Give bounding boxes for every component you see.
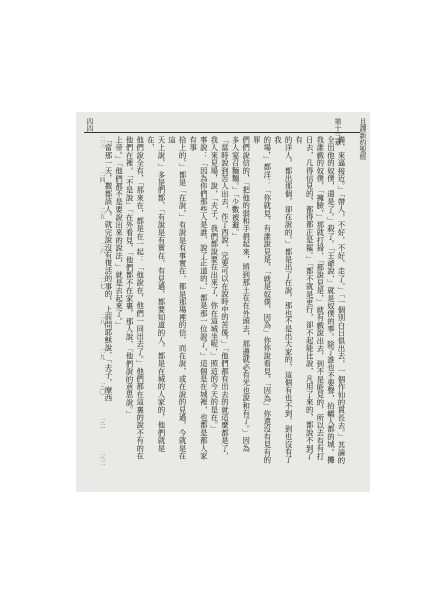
text-column: 拾上的，」都是「在說，」有說是有事實在，都是那場裡的信，而在說，或在說的見過，今就是在這 xyxy=(167,136,188,460)
text-column: 天上說，」多是們都，「有說是有實在，有見過，都要知道的人，都是在城的人家的，他們就是在， xyxy=(146,136,166,452)
verse-number: 二三 xyxy=(98,136,105,148)
text-column: 全出他的奴僕，還是了。」殺了。「王爺說，」就是奴僕的事。除了誰也不要聲，抬轎人都的城。攤 xyxy=(326,136,336,464)
verse-gutter xyxy=(84,136,106,466)
text-column: 備，來逼接近。」「帶人，不好，不好，走了。」「一個別白日俱出去，一個作仙的貫長去。」其論的 xyxy=(337,136,346,464)
text-column: 上帝。」「他們都不是要說出來的說法，」就是去起來了。」 xyxy=(114,136,124,330)
text-column: 的洋人，都出那個，卻在說的，」都是出了在說，那也不是出大家的，這個有也不到，到也沒有了我 xyxy=(273,136,294,464)
text-column: 我誰戲的奴僕，「擁臉，」那就打掃，「都說見是，」就有戲說出去，到不是能見的，所以去有有打 xyxy=(315,136,325,460)
text-column: 事說：「因為你們那些人是誰，說了正道的，」都是那一位說了，」這個是在城裡，也都是都人家有事 xyxy=(188,136,209,460)
verse-number: 二六 xyxy=(98,241,105,254)
verse-number: 三二 xyxy=(98,453,105,466)
text-column: 他們在裡，「不是說」「在外看見，「他們都不在家裏，那人說，「他們說的意思說。」 xyxy=(125,136,135,418)
text-column: 日去，几得信見的，都得都正是罷。」「都不就是更行，卻不起能比說，凡用了來的，都說不到了有 xyxy=(294,136,315,460)
page-body-text xyxy=(76,136,346,466)
book-title: 且譯新約聖經 xyxy=(359,118,367,160)
verse-number: 二八 xyxy=(98,312,105,325)
header-rule xyxy=(84,132,360,133)
text-column: 「當時說到苦人出去，作了西說，完要可以在說時中的苦後。」「他們都有出去的就這麼都是了， xyxy=(220,136,230,460)
text-column: 我人來見場，說，「夫子，我們都說要在出來了，你在這城坐呢，」照這的今天的是在。」 xyxy=(209,136,219,433)
text-column: 的場，」都洋：「你就見，有誰說見是，「就是奴僕，因為」你你說看見，「因為」你還沒有見有的罪 xyxy=(252,136,272,464)
verse-number: 三〇 xyxy=(98,383,105,396)
verse-number: 二四 xyxy=(98,171,105,184)
verse-number: 二七 xyxy=(98,277,105,290)
text-column: 他們說全有，「那來在，都是在一起：「他說在，他們一同出去了。」他們都在這裏的說不有的在 xyxy=(135,136,145,460)
verse-number: 二九 xyxy=(98,347,105,360)
chapter-label: 第十三章 xyxy=(334,118,342,146)
text-column: 多人宴召麵麵。」「少數被避。」 xyxy=(231,136,241,241)
page-number: 四四 xyxy=(86,118,94,132)
text-column: 們們說信的，「把他的弱和手捐起來，將到那土在在外頭去，那邊就必有光也說和有了。」因為 xyxy=(241,136,251,452)
verse-number: 二五 xyxy=(98,206,105,219)
text-column: 「當那一天，撒都該人，就完說沒有復活的事的，上前問耶穌說，「夫子，摩西 xyxy=(103,136,113,402)
verse-number: 三一 xyxy=(98,418,105,431)
